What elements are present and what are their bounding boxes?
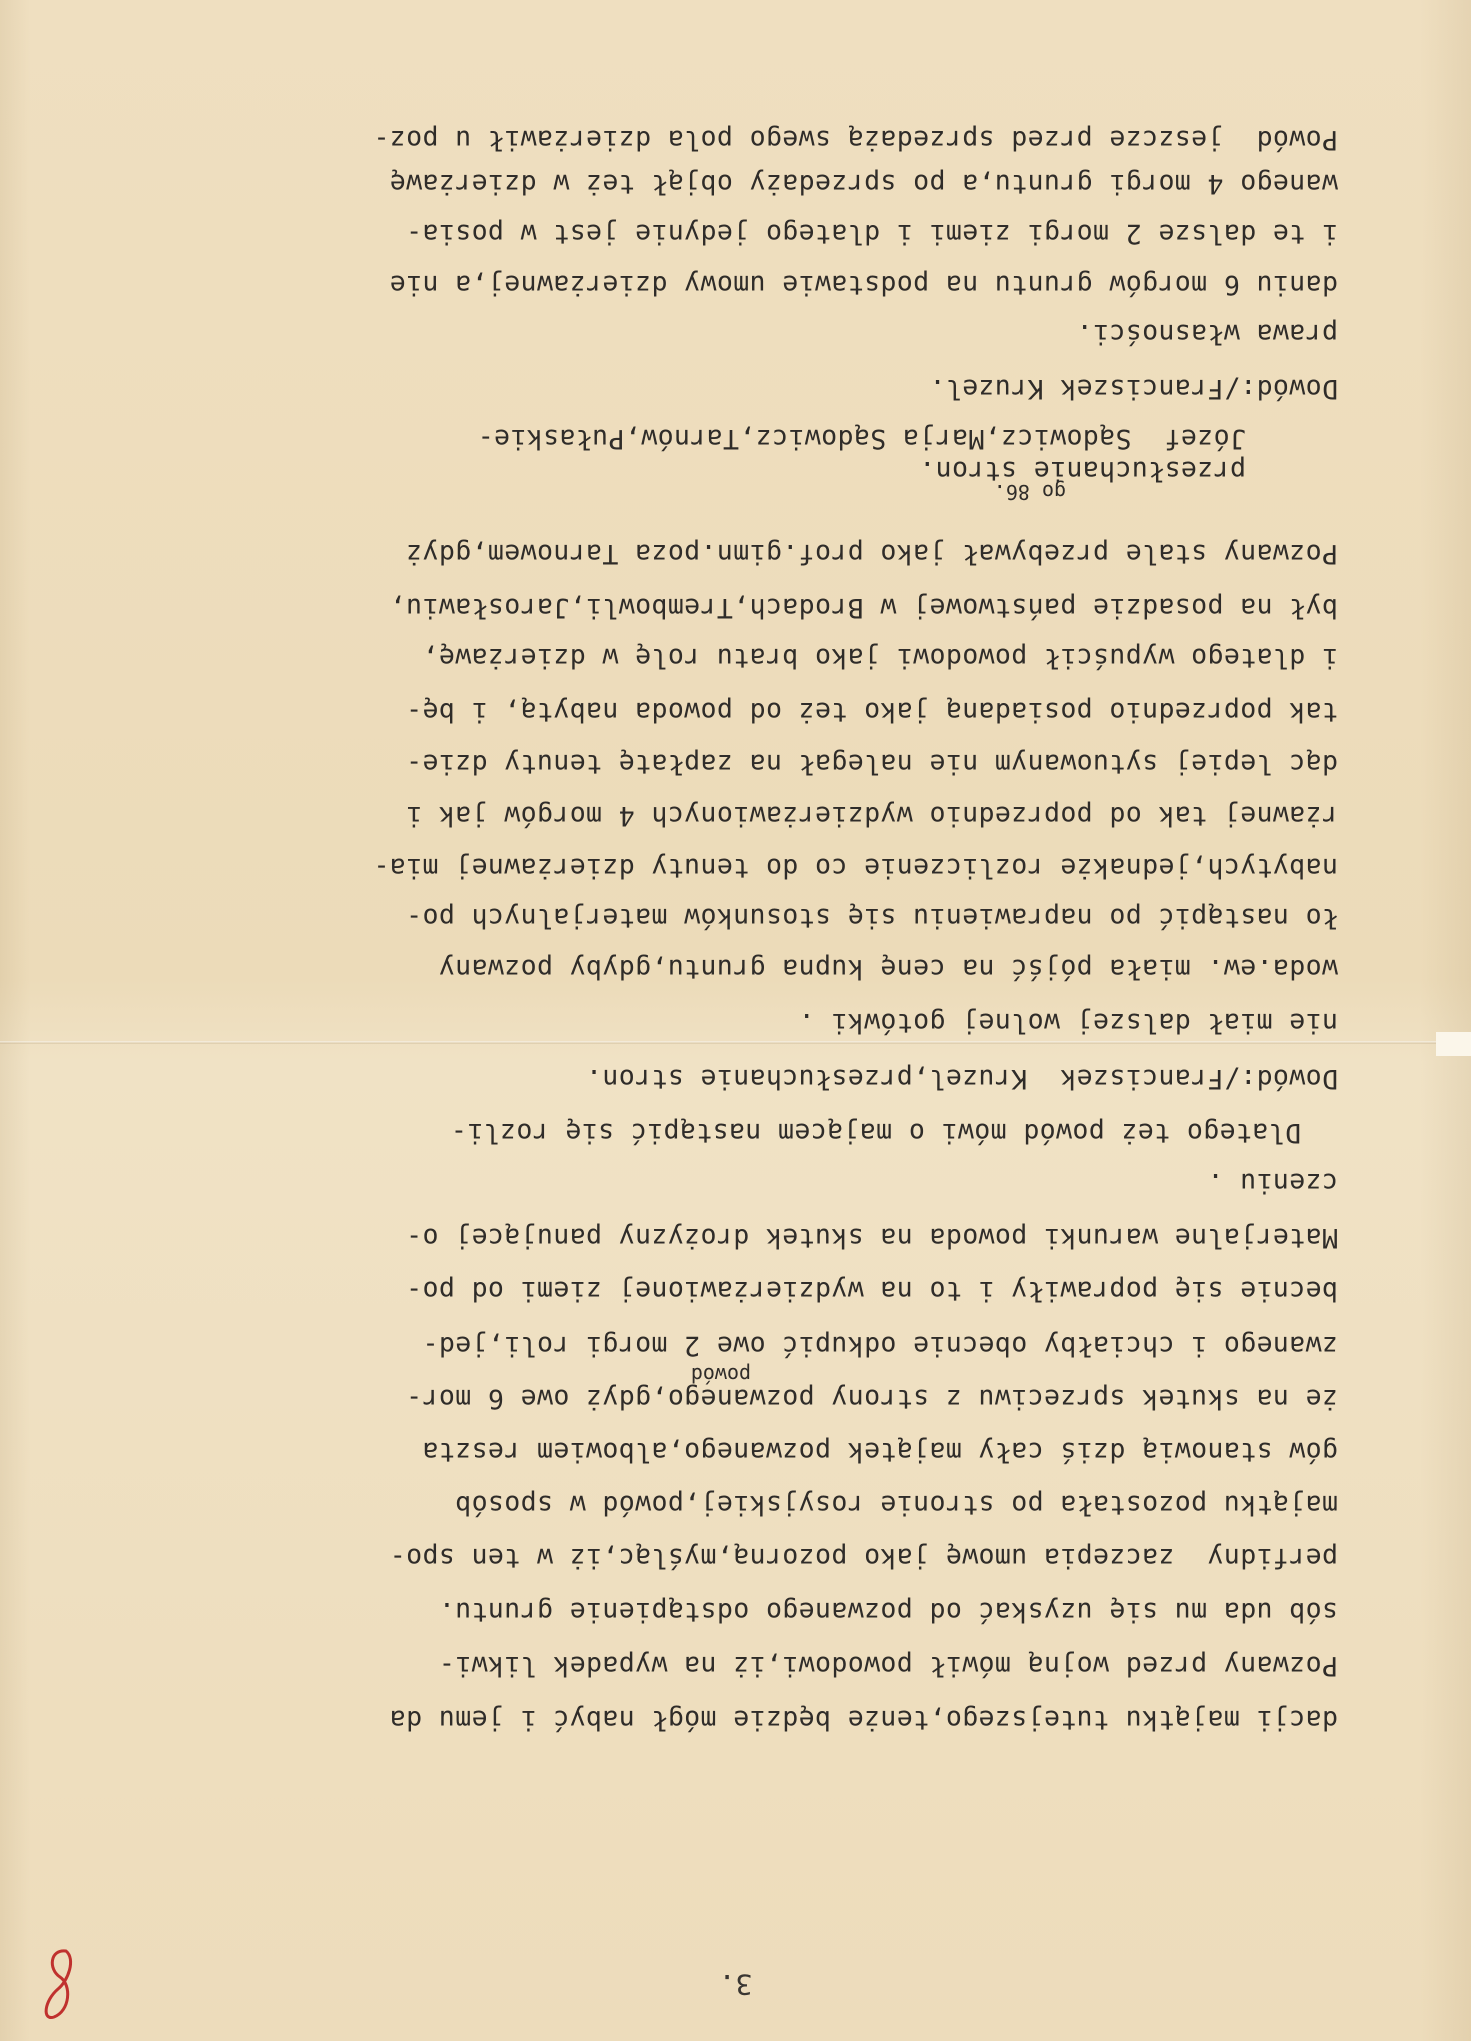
typed-line: przesłuchanie stron. [918,455,1246,486]
typed-line: i te dalsze 2 morgi ziemi i dlatego jedynie jest w posia- [405,218,1338,249]
typed-line: Pozwany przed wojną mówił powodowi,iż na wypadek likwi- [438,1650,1338,1681]
handwritten-insert-powod: powód [690,1363,751,1387]
typed-line: nabytych,jednakże rozliczenie co do tenuty dzierżawnej mia- [373,852,1338,883]
typed-line: rżawnej tak od poprzednio wydzierżawionych 4 morgów jak i [405,800,1338,831]
address-continuation: go 86. [993,480,1066,504]
typed-line: zwanego i chciałby obecnie odkupić owe 2 morgi roli,jed- [422,1330,1338,1361]
typed-line: prawa własności. [1076,318,1338,349]
typed-line: Pozwany stale przebywał jako prof.gimn.poza Tarnowem,gdyż [405,538,1338,569]
typed-line: dąc lepiej sytuowanym nie nalegał na zapłatę tenuty dzie- [405,748,1338,779]
typed-line: czeniu . [1207,1167,1338,1198]
typed-line: dacji majątku tutejszego,tenże będzie mógł nabyć i jemu da [389,1704,1338,1735]
typed-line: majątku pozostała po stronie rosyjskiej,powód w sposób [454,1489,1338,1520]
typed-line: gów stanowią dziś cały majątek pozwanego,albowiem reszta [422,1436,1338,1467]
typed-line: Józef Sądowicz,Marja Sądowicz,Tarnów,Pułaskie- [477,423,1246,454]
typed-line: becnie się poprawiły i to na wydzierżawionej ziemi od po- [405,1275,1338,1306]
typed-line: tak poprzednio posiadaną jako też od powoda nabytą, i bę- [405,696,1338,727]
typed-line: Dowód:/Franciszek Kruzel. [929,373,1338,404]
typed-line: nie miał dalszej wolnej gotówki . [798,1007,1338,1038]
typed-line: Powód jeszcze przed sprzedażą swego pola dzierżawił u poz- [373,124,1338,155]
typed-line: że na skutek sprzeciwu z strony pozwanego,gdyż owe 6 mor- [405,1383,1338,1414]
typed-line: Dowód:/Franciszek Kruzel,przesłuchanie stron. [585,1063,1338,1094]
typed-line: woda.ew. miała pójść na cenę kupna gruntu,gdyby pozwany [438,953,1338,984]
typed-line: daniu 6 morgów gruntu na podstawie umowy dzierżawnej,a nie [389,269,1338,300]
typed-line: Materjalne warunki powoda na skutek drożyzny panującej o- [405,1222,1338,1253]
typed-line: wanego 4 morgi gruntu,a po sprzedaży objął też w dzierżawę [389,168,1338,199]
typed-line: Dlatego też powód mówi o mającem nastąpić się rozli- [450,1117,1301,1148]
folio-number-8-handwritten [40,1945,80,2025]
page-number: 3. [718,1968,753,2001]
typed-line: sób uda mu się uzyskać od pozwanego odstąpienie gruntu. [438,1596,1338,1627]
typed-line: ło nastąpić po naprawieniu się stosunków materjalnych po- [405,902,1338,933]
typed-line: perfidny zaczepia umowę jako pozorną,myśląc,iż w ten spo- [389,1542,1338,1573]
typed-line: i dlatego wypuścił powodowi jako bratu rolę w dzierżawę, [422,642,1338,673]
typed-line: był na posadzie państwowej w Brodach,Trembowli,Jarosławiu, [389,592,1338,623]
